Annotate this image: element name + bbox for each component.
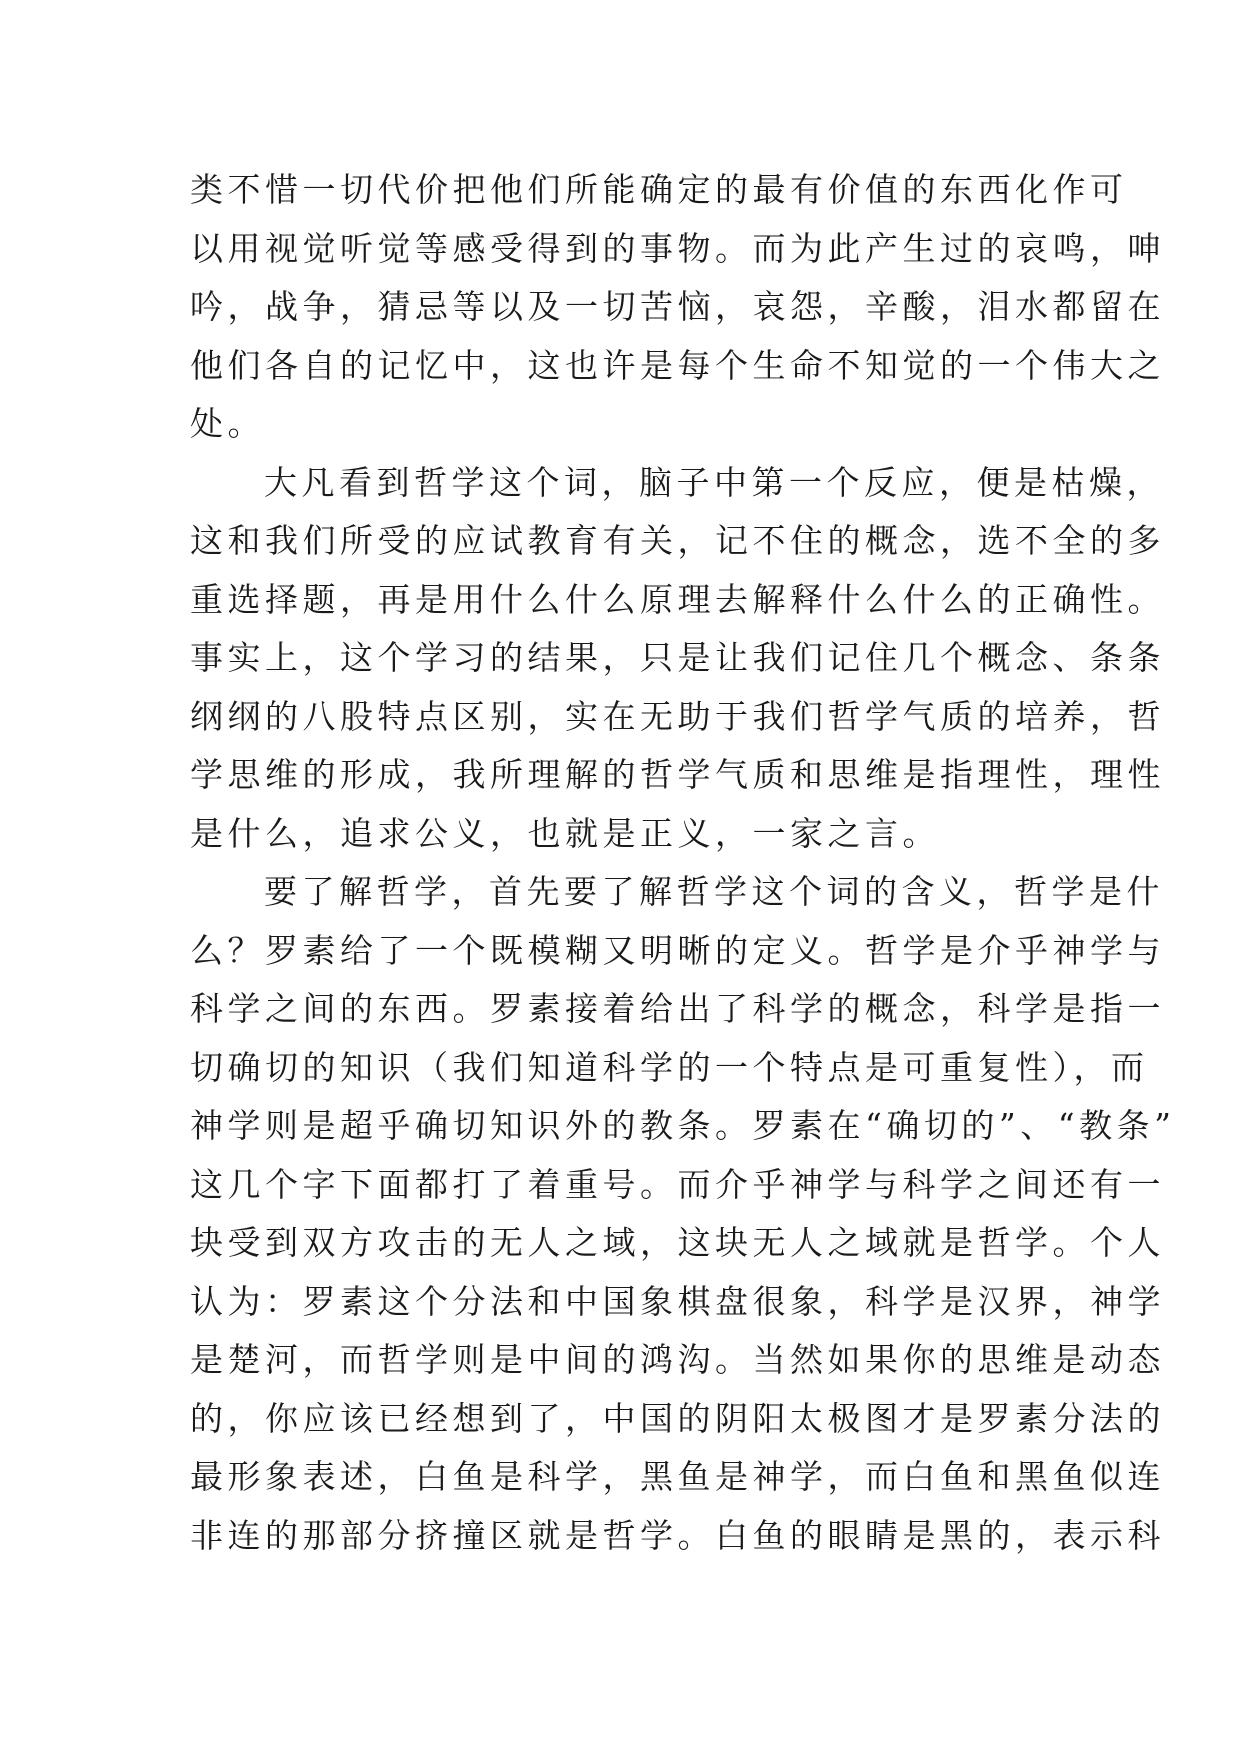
paragraph-first-line: 要了解哲学，首先要了解哲学这个词的含义，哲学是什	[264, 872, 1164, 911]
text-line: 非连的那部分挤撞区就是哲学。白鱼的眼睛是黑的，表示科	[190, 1515, 1165, 1555]
text-line: 这和我们所受的应试教育有关，记不住的概念，选不全的多	[190, 521, 1165, 560]
text-line: 重选择题，再是用什么什么原理去解释什么什么的正确性。	[190, 579, 1165, 619]
text-line: 块受到双方攻击的无人之域，这块无人之域就是哲学。个人	[190, 1223, 1165, 1262]
text-line: 这几个字下面都打了着重号。而介乎神学与科学之间还有一	[190, 1164, 1165, 1204]
text-line: 他们各自的记忆中，这也许是每个生命不知觉的一个伟大之	[190, 345, 1165, 385]
text-line: 类不惜一切代价把他们所能确定的最有价值的东西化作可	[190, 170, 1128, 209]
paragraph-first-line: 大凡看到哲学这个词，脑子中第一个反应，便是枯燥，	[264, 462, 1164, 502]
text-line: 的，你应该已经想到了，中国的阴阳太极图才是罗素分法的	[190, 1398, 1165, 1438]
text-line: 处。	[190, 404, 265, 443]
text-line: 是楚河，而哲学则是中间的鸿沟。当然如果你的思维是动态	[190, 1340, 1165, 1379]
body-text	[190, 161, 1176, 1565]
text-line: 是什么，追求公义，也就是正义，一家之言。	[190, 813, 940, 853]
text-line: 科学之间的东西。罗素接着给出了科学的概念，科学是指一	[190, 989, 1165, 1028]
text-line: 么？罗素给了一个既模糊又明晰的定义。哲学是介乎神学与	[190, 930, 1165, 970]
text-line: 事实上，这个学习的结果，只是让我们记住几个概念、条条	[190, 638, 1165, 677]
text-line: 学思维的形成，我所理解的哲学气质和思维是指理性，理性	[190, 755, 1165, 794]
text-line: 纲纲的八股特点区别，实在无助于我们哲学气质的培养，哲	[190, 696, 1165, 736]
text-line: 认为：罗素这个分法和中国象棋盘很象，科学是汉界，神学	[190, 1281, 1165, 1321]
text-line: 最形象表述，白鱼是科学，黑鱼是神学，而白鱼和黑鱼似连	[190, 1457, 1165, 1496]
text-line: 以用视觉听觉等感受得到的事物。而为此产生过的哀鸣，呻	[190, 228, 1165, 268]
text-line: 切确切的知识（我们知道科学的一个特点是可重复性），而	[190, 1047, 1149, 1087]
text-line: 吟，战争，猜忌等以及一切苦恼，哀怨，辛酸，泪水都留在	[190, 287, 1165, 326]
text-line: 神学则是超乎确切知识外的教条。罗素在“确切的”、“教条”	[190, 1106, 1176, 1145]
